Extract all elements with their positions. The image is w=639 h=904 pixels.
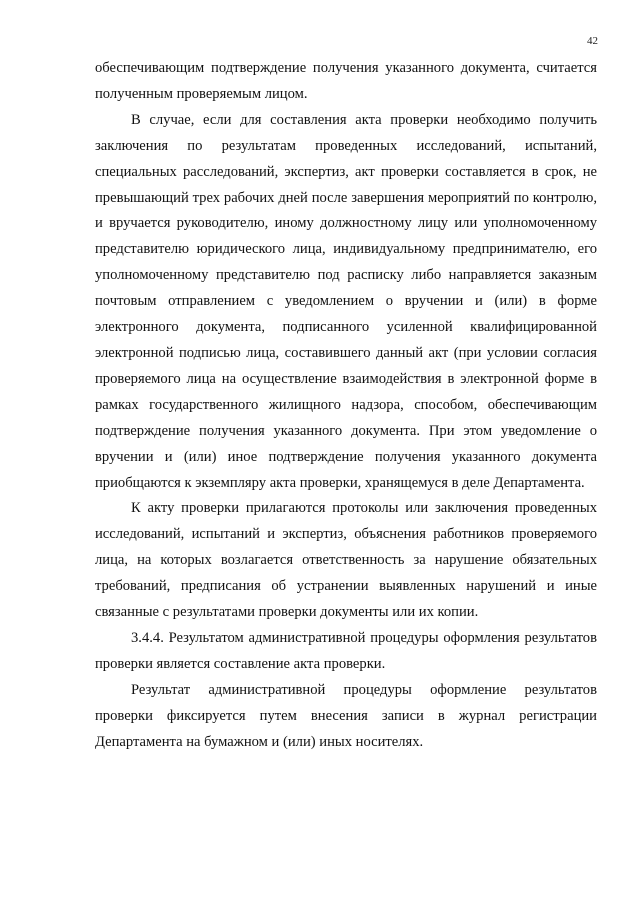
document-body [95,56,597,755]
page-number: 42 [587,35,598,47]
paragraph-act-attachments: К акту проверки прилагаются протоколы или заключения проведенных исследований, испытаний и экспертиз, объяснения работников проверяемого лица, на которых возлагается ответственность за нарушение обязательных требований, предписания об устранении выявленных нарушений и иные связанные с результатами проверки документы или их копии. [95,500,597,621]
paragraph-act-drafting-terms: В случае, если для составления акта проверки необходимо получить заключения по результатам проведенных исследований, испытаний, специальных расследований, экспертиз, акт проверки составляется в срок, не превышающий трех рабочих дней после завершения мероприятий по контролю, и вручается руководителю, иному должностному лицу или уполномоченному представителю юридического лица, индивидуальному предпринимателю, его уполномоченному представителю под расписку либо направляется заказным почтовым отправлением с уведомлением о вручении и (или) в форме электронного документа, подписанного усиленной квалифицированной электронной подписью лица, составившего данный акт (при условии согласия проверяемого лица на осуществление взаимодействия в электронной форме в рамках государственного жилищного надзора, способом, обеспечивающим подтверждение получения указанного документа. При этом уведомление о вручении и (или) иное подтверждение получения указанного документа приобщаются к экземпляру акта проверки, хранящемуся в деле Департамента. [95,111,597,491]
paragraph-section-3-4-4: 3.4.4. Результатом административной процедуры оформления результатов проверки является составление акта проверки. [95,629,597,672]
paragraph-continuation: обеспечивающим подтверждение получения указанного документа, считается полученным проверяемым лицом. [95,60,597,102]
paragraph-result-recording: Результат административной процедуры оформление результатов проверки фиксируется путем внесения записи в журнал регистрации Департамента на бумажном и (или) иных носителях. [95,681,597,750]
